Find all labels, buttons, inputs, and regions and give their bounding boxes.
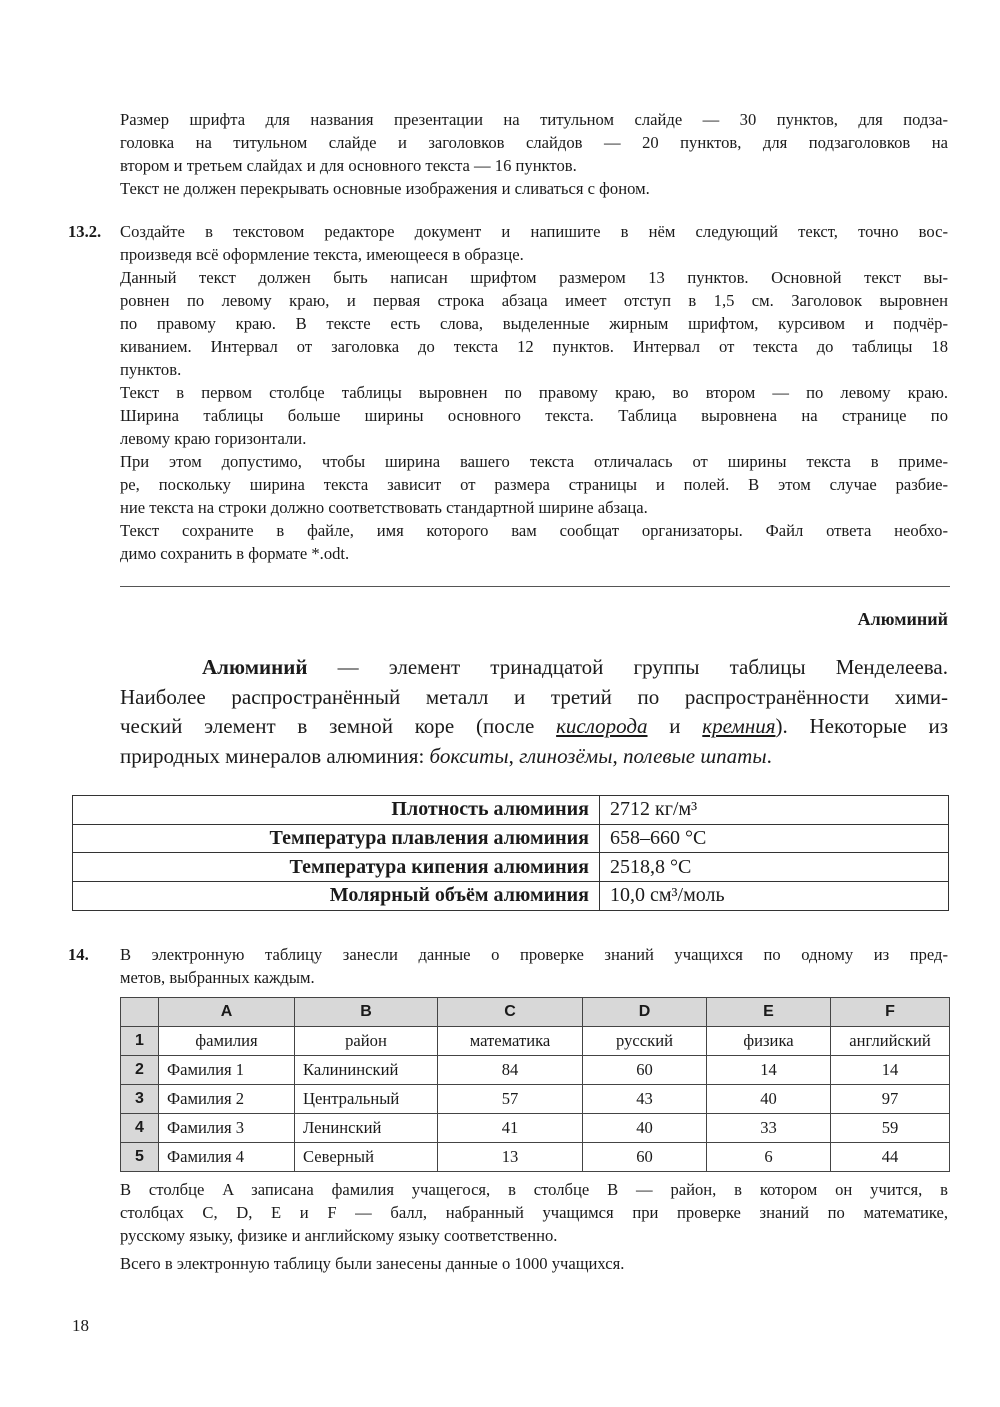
cell: 14 [831, 1056, 950, 1085]
row-header: 2 [121, 1056, 159, 1085]
text-line: втором и третьем слайдах и для основного текста — 16 пунктов. [120, 156, 577, 175]
task-number: 13.2. [68, 222, 102, 241]
sample-title: Алюминий [857, 609, 948, 629]
italic-term: полевые шпаты [622, 743, 767, 768]
cell: 41 [438, 1114, 583, 1143]
column-header: D [583, 998, 707, 1027]
cell: Фамилия 4 [159, 1143, 295, 1172]
cell: 60 [583, 1056, 707, 1085]
table-row [121, 1027, 950, 1056]
cell: 40 [707, 1085, 831, 1114]
cell: Калининский [295, 1056, 438, 1085]
corner-cell [121, 998, 159, 1027]
text-line: Наиболее распространённый металл и третий по распространённости хими- [120, 684, 948, 709]
cell: 97 [831, 1085, 950, 1114]
cell: 43 [583, 1085, 707, 1114]
paragraph-font-sizes [120, 108, 948, 200]
cell: 33 [707, 1114, 831, 1143]
cell: Ленинский [295, 1114, 438, 1143]
row-header: 4 [121, 1114, 159, 1143]
text-line: ровнен по левому краю, и первая строка абзаца имеет отступ в 1,5 см. Заголовок выровнен [120, 291, 948, 310]
cell: Центральный [295, 1085, 438, 1114]
cell: 658–660 °C [600, 824, 949, 853]
cell: 40 [583, 1114, 707, 1143]
cell: Температура кипения алюминия [73, 853, 600, 882]
text: , [508, 743, 520, 768]
italic-term: глинозёмы [519, 743, 613, 768]
cell: 6 [707, 1143, 831, 1172]
table-row [121, 1085, 950, 1114]
properties-table [72, 795, 949, 911]
task-number: 14. [68, 945, 89, 964]
row-header: 5 [121, 1143, 159, 1172]
text: . [766, 743, 772, 768]
cell: Плотность алюминия [73, 796, 600, 825]
table-row [73, 853, 949, 882]
cell: английский [831, 1027, 950, 1056]
cell: Температура плавления алюминия [73, 824, 600, 853]
text-line: русскому языку, физике и английскому языку соответственно. [120, 1226, 558, 1245]
text-line: Создайте в текстовом редакторе документ и напишите в нём следующий текст, точно вос- [120, 222, 948, 241]
underlined-term: кислорода [556, 714, 648, 738]
text: и [647, 714, 703, 738]
text-line: метов, выбранных каждым. [120, 968, 315, 987]
cell: физика [707, 1027, 831, 1056]
underlined-term: кремния [702, 714, 776, 738]
text-line: столбцах C, D, E и F — балл, набранный учащимся при проверке знаний по математике, [120, 1203, 948, 1222]
task-14-explanation [120, 1178, 948, 1275]
cell: 2518,8 °C [600, 853, 949, 882]
cell: 59 [831, 1114, 950, 1143]
table-row [121, 1056, 950, 1085]
row-header: 1 [121, 1027, 159, 1056]
column-header: F [831, 998, 950, 1027]
column-header: A [159, 998, 295, 1027]
text-line: пунктов. [120, 360, 182, 379]
cell: русский [583, 1027, 707, 1056]
column-header: B [295, 998, 438, 1027]
table-row [73, 882, 949, 911]
cell: 60 [583, 1143, 707, 1172]
column-header-row [121, 998, 950, 1027]
text-line: ре, поскольку ширина текста зависит от размера страницы и полей. В этом случае разбие- [120, 475, 948, 494]
cell: Молярный объём алюминия [73, 882, 600, 911]
bold-term: Алюминий [202, 655, 308, 679]
cell: Северный [295, 1143, 438, 1172]
text-line: Ширина таблицы больше ширины основного текста. Таблица выровнена на странице по [120, 406, 948, 425]
text: природных минералов алюминия: [120, 743, 430, 768]
text-line: киванием. Интервал от заголовка до текста 12 пунктов. Интервал от текста до таблицы 18 [120, 337, 948, 356]
divider [120, 586, 950, 587]
row-header: 3 [121, 1085, 159, 1114]
text-line: ние текста на строки должно соответствовать стандартной ширине абзаца. [120, 498, 648, 517]
cell: Фамилия 3 [159, 1114, 295, 1143]
text-line: по правому краю. В тексте есть слова, выделенные жирным шрифтом, курсивом и подчёр- [120, 314, 948, 333]
page-number: 18 [72, 1316, 89, 1335]
text-line: Данный текст должен быть написан шрифтом размером 13 пунктов. Основной текст вы- [120, 268, 948, 287]
text-line: Размер шрифта для названия презентации на титульном слайде — 30 пунктов, для подза- [120, 110, 948, 129]
cell: 10,0 см³/моль [600, 882, 949, 911]
text-line: Всего в электронную таблицу были занесены данные о 1000 учащихся. [120, 1254, 625, 1273]
text: , [612, 743, 623, 768]
cell: математика [438, 1027, 583, 1056]
spreadsheet-table [120, 997, 950, 1172]
table-row [121, 1143, 950, 1172]
text-line: Текст в первом столбце таблицы выровнен по правому краю, во втором — по левому краю. [120, 383, 948, 402]
italic-term: бокситы [429, 743, 509, 768]
text-line: При этом допустимо, чтобы ширина вашего текста отличалась от ширины текста в приме- [120, 452, 948, 471]
cell: 84 [438, 1056, 583, 1085]
text-line: произведя всё оформление текста, имеющееся в образце. [120, 245, 524, 264]
text-line: димо сохранить в формате *.odt. [120, 544, 350, 563]
cell: 44 [831, 1143, 950, 1172]
text: ческий элемент в земной коре (после [120, 714, 557, 738]
task-14 [68, 943, 948, 989]
cell: 57 [438, 1085, 583, 1114]
text: — элемент тринадцатой группы таблицы Менделеева. [307, 655, 948, 679]
task-13-2 [68, 220, 948, 565]
text-line: головка на титульном слайде и заголовков слайдов — 20 пунктов, для подзаголовков на [120, 133, 948, 152]
cell: район [295, 1027, 438, 1056]
text-line: левому краю горизонтали. [120, 429, 307, 448]
table-row [121, 1114, 950, 1143]
cell: Фамилия 2 [159, 1085, 295, 1114]
text-line: Текст не должен перекрывать основные изображения и сливаться с фоном. [120, 179, 650, 198]
text-line: Текст сохраните в файле, имя которого вам сообщат организаторы. Файл ответа необхо- [120, 521, 948, 540]
cell: Фамилия 1 [159, 1056, 295, 1085]
column-header: E [707, 998, 831, 1027]
cell: 2712 кг/м³ [600, 796, 949, 825]
cell: 13 [438, 1143, 583, 1172]
text-line: В электронную таблицу занесли данные о проверке знаний учащихся по одному из пред- [120, 945, 948, 964]
table-row [73, 824, 949, 853]
text: ). Некоторые из [775, 714, 948, 738]
cell: 14 [707, 1056, 831, 1085]
text-line: В столбце A записана фамилия учащегося, в столбце B — район, в котором он учится, в [120, 1180, 948, 1199]
table-row [73, 796, 949, 825]
column-header: C [438, 998, 583, 1027]
sample-paragraph [120, 653, 948, 771]
cell: фамилия [159, 1027, 295, 1056]
